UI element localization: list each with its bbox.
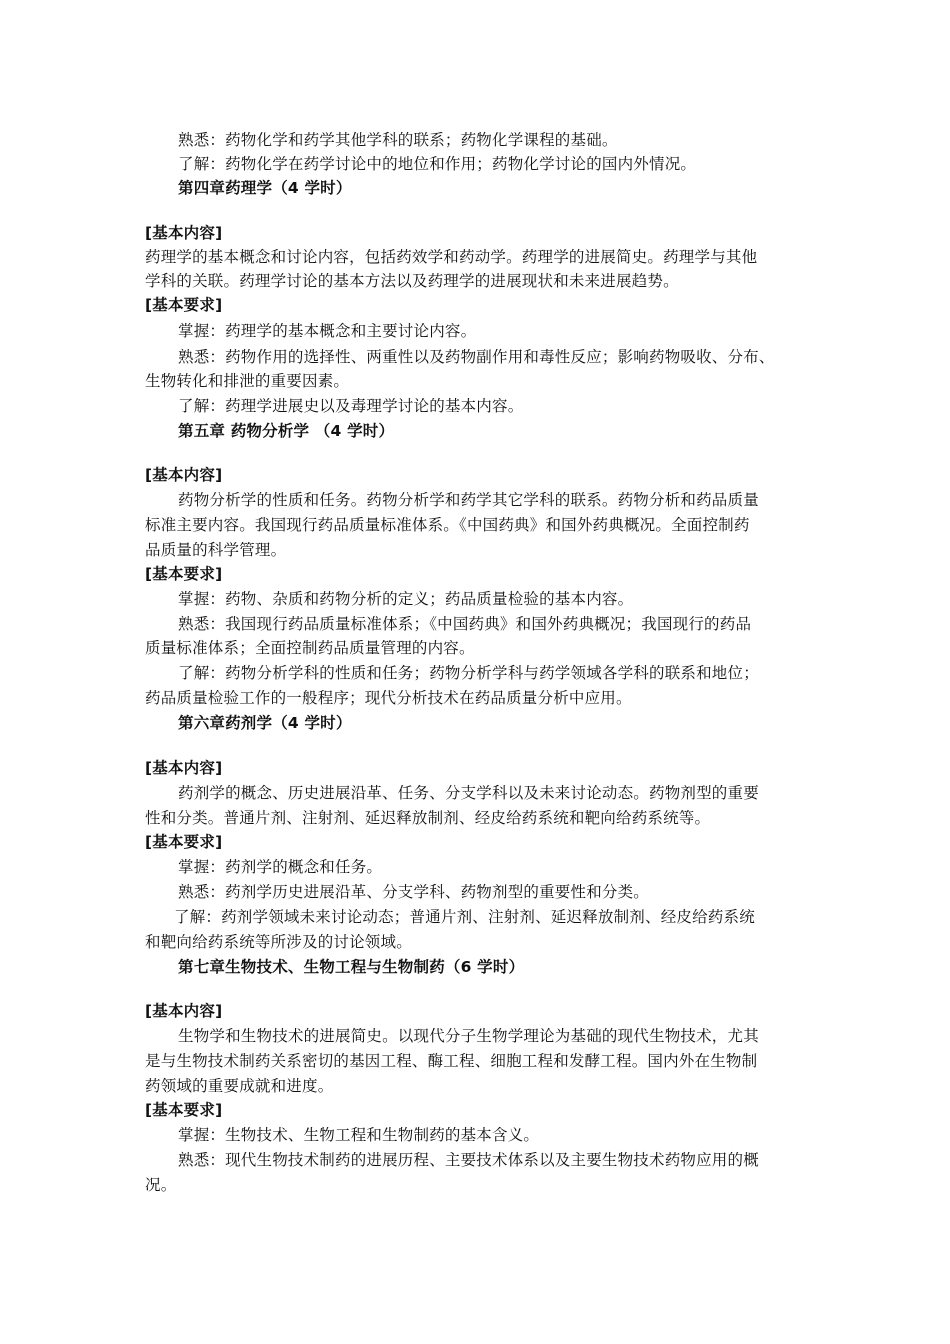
text-line: 掌握：生物技术、生物工程和生物制药的基本含义。: [178, 1126, 540, 1144]
section-label: [基本内容]: [145, 759, 223, 777]
text-line: 品质量的科学管理。: [145, 541, 287, 559]
section-label: [基本内容]: [145, 224, 223, 242]
chapter-heading: 第六章药剂学（4 学时）: [178, 714, 352, 732]
text-line: 和靶向给药系统等所涉及的讨论领域。: [145, 933, 412, 951]
text-line: 熟悉：我国现行药品质量标准体系；《中国药典》和国外药典概况；我国现行的药品: [178, 615, 752, 633]
text-line: 生物转化和排泄的重要因素。: [145, 372, 350, 390]
section-label: [基本要求]: [145, 296, 223, 314]
text-line: 药品质量检验工作的一般程序；现代分析技术在药品质量分析中应用。: [145, 689, 632, 707]
text-line: 熟悉：药物化学和药学其他学科的联系；药物化学课程的基础。: [178, 131, 618, 149]
section-label: [基本内容]: [145, 1002, 223, 1020]
text-line: 标准主要内容。我国现行药品质量标准体系。《中国药典》和国外药典概况。全面控制药: [145, 516, 750, 534]
chapter-heading: 第七章生物技术、生物工程与生物制药（6 学时）: [178, 958, 525, 976]
text-line: 熟悉：药物作用的选择性、两重性以及药物副作用和毒性反应；影响药物吸收、分布、: [178, 348, 775, 366]
text-line: 掌握：药物、杂质和药物分析的定义；药品质量检验的基本内容。: [178, 590, 634, 608]
text-line: 熟悉：药剂学历史进展沿革、分支学科、药物剂型的重要性和分类。: [178, 883, 650, 901]
text-line: 药理学的基本概念和讨论内容，包括药效学和药动学。药理学的进展简史。药理学与其他: [145, 248, 758, 266]
section-label: [基本要求]: [145, 1101, 223, 1119]
chapter-heading: 第四章药理学（4 学时）: [178, 179, 352, 197]
text-line: 了解：药剂学领域未来讨论动态；普通片剂、注射剂、延迟释放制剂、经皮给药系统: [174, 908, 755, 926]
text-line: 质量标准体系；全面控制药品质量管理的内容。: [145, 639, 475, 657]
text-line: 掌握：药剂学的概念和任务。: [178, 858, 383, 876]
text-line: 了解：药物化学在药学讨论中的地位和作用；药物化学讨论的国内外情况。: [178, 155, 697, 173]
text-line: 药领域的重要成就和进度。: [145, 1077, 334, 1095]
text-line: 熟悉：现代生物技术制药的进展历程、主要技术体系以及主要生物技术药物应用的概: [178, 1151, 759, 1169]
text-line: 学科的关联。药理学讨论的基本方法以及药理学的进展现状和未来进展趋势。: [145, 272, 679, 290]
text-line: 掌握：药理学的基本概念和主要讨论内容。: [178, 322, 477, 340]
chapter-heading: 第五章 药物分析学 （4 学时）: [178, 422, 395, 440]
text-line: 药物分析学的性质和任务。药物分析学和药学其它学科的联系。药物分析和药品质量: [178, 491, 759, 509]
text-line: 是与生物技术制药关系密切的基因工程、酶工程、细胞工程和发酵工程。国内外在生物制: [145, 1052, 758, 1070]
text-line: 生物学和生物技术的进展简史。以现代分子生物学理论为基础的现代生物技术，尤其: [178, 1027, 759, 1045]
text-line: 了解：药物分析学科的性质和任务；药物分析学科与药学领域各学科的联系和地位；: [178, 664, 759, 682]
section-label: [基本内容]: [145, 466, 223, 484]
section-label: [基本要求]: [145, 565, 223, 583]
section-label: [基本要求]: [145, 833, 223, 851]
text-line: 况。: [145, 1176, 177, 1194]
text-line: 性和分类。普通片剂、注射剂、延迟释放制剂、经皮给药系统和靶向给药系统等。: [145, 809, 711, 827]
text-line: 药剂学的概念、历史进展沿革、任务、分支学科以及未来讨论动态。药物剂型的重要: [178, 784, 759, 802]
text-line: 了解：药理学进展史以及毒理学讨论的基本内容。: [178, 397, 524, 415]
